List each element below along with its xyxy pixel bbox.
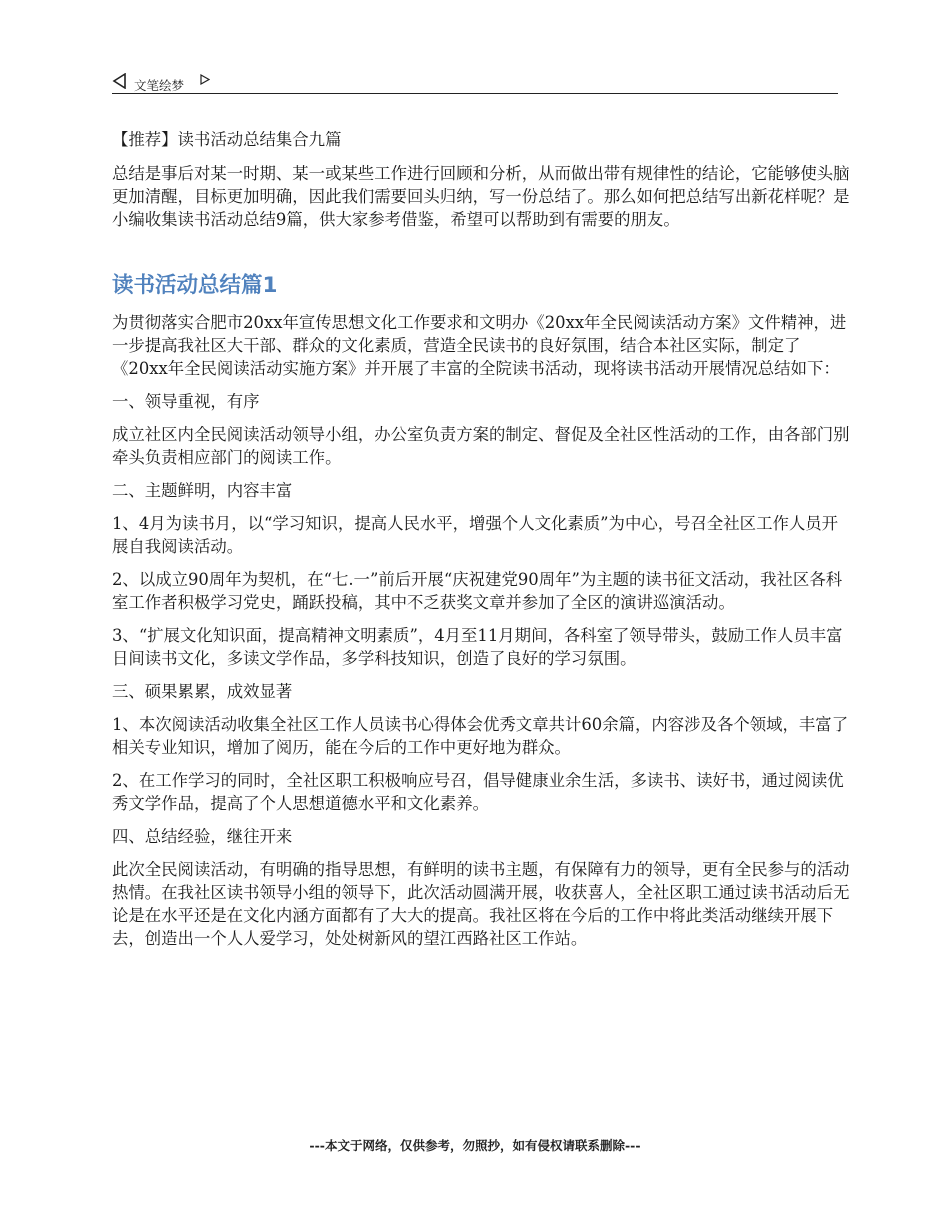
paragraph: 此次全民阅读活动，有明确的指导思想，有鲜明的读书主题，有保障有力的领导，更有全民参与的活动热情。在我社区读书领导小组的领导下，此次活动圆满开展，收获喜人，全社区职工通过读书活动后无论是在水平还是在文化内涵方面都有了大大的提高。我社区将在今后的工作中将此类活动继续开展下去，创造出一个人人爱学习，处处树新风的望江西路社区工作站。 bbox=[112, 860, 850, 948]
paragraph: 为贯彻落实合肥市20xx年宣传思想文化工作要求和文明办《20xx年全民阅读活动方案》文件精神，进一步提高我社区大干部、群众的文化素质，营造全民读书的良好氛围，结合本社区实际，制定了《20xx年全民阅读活动实施方案》并开展了丰富的全院读书活动，现将读书活动开展情况总结如下： bbox=[112, 313, 847, 378]
paragraph: 2、以成立90周年为契机，在“七.一”前后开展“庆祝建党90周年”为主题的读书征文活动，我社区各科室工作者积极学习党史，踊跃投稿，其中不乏获奖文章并参加了全区的演讲巡演活动。 bbox=[112, 570, 843, 612]
subheading: 二、主题鲜明，内容丰富 bbox=[112, 481, 293, 500]
section-heading: 读书活动总结篇1 bbox=[112, 273, 278, 298]
intro-paragraph: 总结是事后对某一时期、某一或某些工作进行回顾和分析，从而做出带有规律性的结论，它能够使头脑更加清醒，目标更加明确，因此我们需要回头归纳，写一份总结了。那么如何把总结写出新花样呢？是小编收集读书活动总结9篇，供大家参考借鉴，希望可以帮助到有需要的朋友。 bbox=[112, 164, 850, 229]
document-title: 【推荐】读书活动总结集合九篇 bbox=[112, 130, 342, 149]
paragraph: 3、“扩展文化知识面，提高精神文明素质”，4月至11月期间，各科室了领导带头，鼓励工作人员丰富日间读书文化，多读文学作品，多学科技知识，创造了良好的学习氛围。 bbox=[112, 626, 843, 668]
triangle-left-icon bbox=[112, 73, 127, 89]
triangle-right-icon bbox=[200, 74, 210, 85]
subheading: 四、总结经验，继往开来 bbox=[112, 827, 293, 846]
paragraph: 2、在工作学习的同时，全社区职工积极响应号召，倡导健康业余生活，多读书、读好书，通过阅读优秀文学作品，提高了个人思想道德水平和文化素养。 bbox=[112, 771, 844, 813]
subheading: 一、领导重视，有序 bbox=[112, 392, 260, 411]
subheading: 三、硕果累累，成效显著 bbox=[112, 682, 293, 701]
paragraph: 成立社区内全民阅读活动领导小组，办公室负责方案的制定、督促及全社区性活动的工作，由各部门别牵头负责相应部门的阅读工作。 bbox=[112, 425, 850, 467]
paragraph: 1、4月为读书月，以“学习知识，提高人民水平，增强个人文化素质”为中心，号召全社区工作人员开展自我阅读活动。 bbox=[112, 514, 839, 556]
footer-disclaimer: ---本文于网络，仅供参考，勿照抄，如有侵权请联系删除--- bbox=[309, 1138, 641, 1153]
document-body bbox=[112, 128, 852, 960]
page-header bbox=[112, 70, 838, 94]
header-title: 文笔绘梦 bbox=[134, 78, 185, 93]
paragraph: 1、本次阅读活动收集全社区工作人员读书心得体会优秀文章共计60余篇，内容涉及各个领域，丰富了相关专业知识，增加了阅历，能在今后的工作中更好地为群众。 bbox=[112, 715, 849, 757]
